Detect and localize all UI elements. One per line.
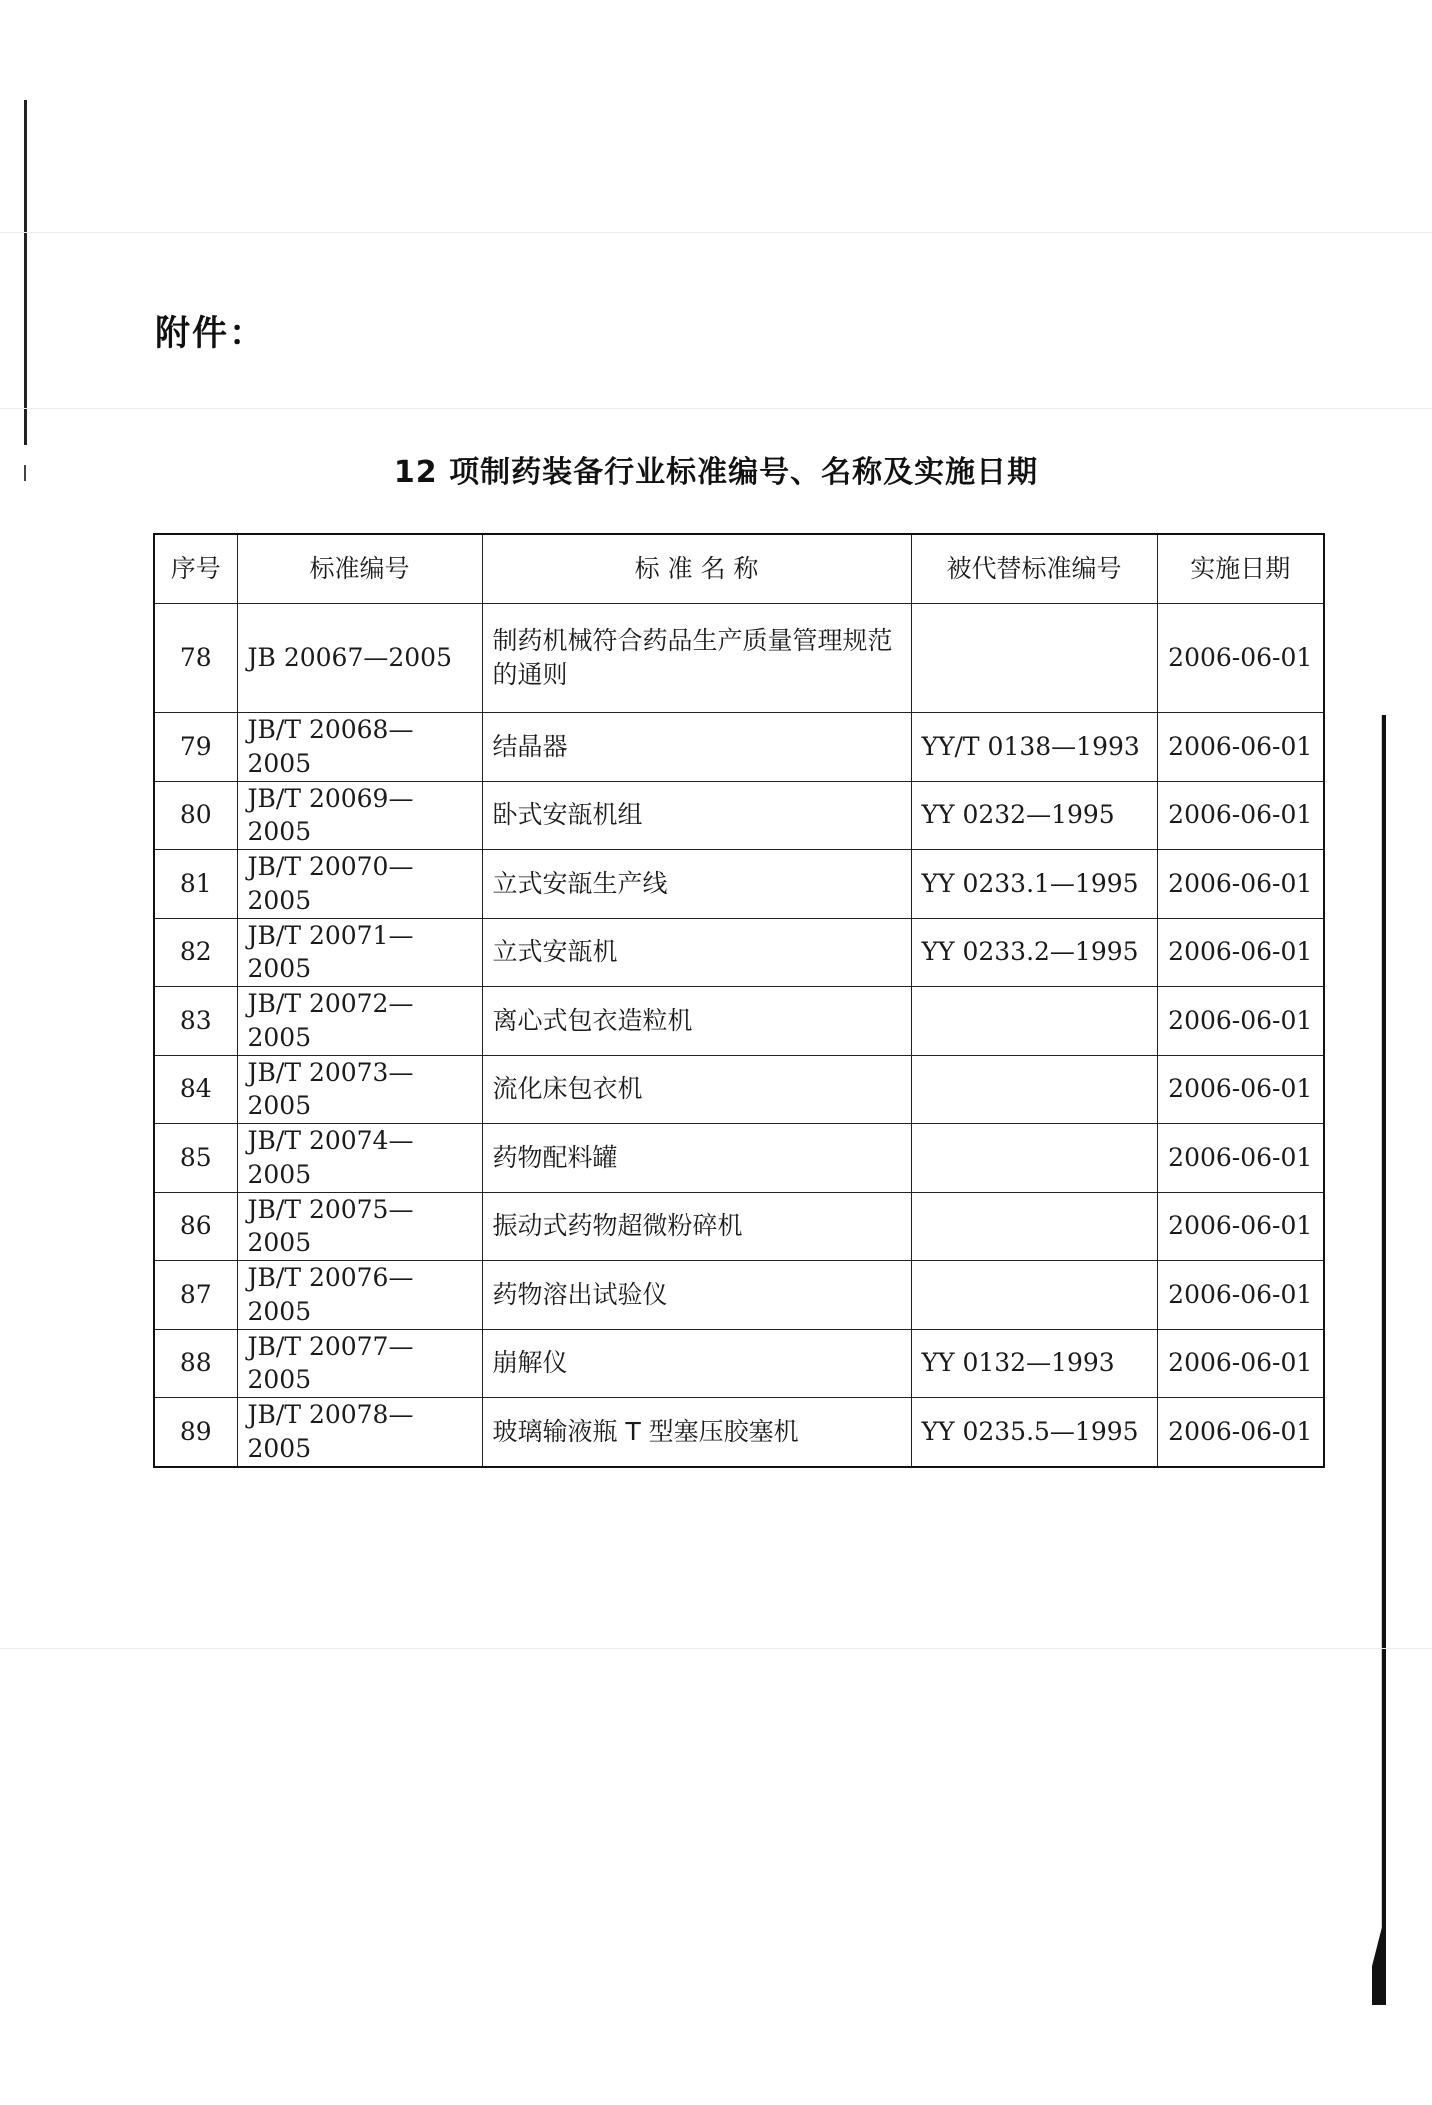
cell-name: 药物溶出试验仪: [482, 1261, 911, 1330]
header-date: 实施日期: [1157, 534, 1324, 604]
cell-date: 2006-06-01: [1157, 1192, 1324, 1261]
table-row: [154, 1192, 1324, 1261]
cell-name: 药物配料罐: [482, 1124, 911, 1193]
table-row: [154, 850, 1324, 919]
cell-code: JB/T 20074—2005: [237, 1124, 482, 1193]
table-row: [154, 1124, 1324, 1193]
cell-seq: 85: [154, 1124, 237, 1193]
cell-name: 结晶器: [482, 713, 911, 782]
standards-table: [153, 533, 1325, 1468]
scan-line: [0, 232, 1432, 233]
scan-line: [0, 1648, 1432, 1649]
cell-code: JB/T 20075—2005: [237, 1192, 482, 1261]
cell-seq: 88: [154, 1329, 237, 1398]
table-row: [154, 987, 1324, 1056]
cell-date: 2006-06-01: [1157, 987, 1324, 1056]
cell-name: 离心式包衣造粒机: [482, 987, 911, 1056]
cell-date: 2006-06-01: [1157, 1329, 1324, 1398]
cell-code: JB/T 20069—2005: [237, 781, 482, 850]
cell-seq: 78: [154, 604, 237, 713]
table-row: [154, 1329, 1324, 1398]
cell-name: 制药机械符合药品生产质量管理规范的通则: [482, 604, 911, 713]
cell-name: 崩解仪: [482, 1329, 911, 1398]
cell-code: JB/T 20076—2005: [237, 1261, 482, 1330]
cell-seq: 86: [154, 1192, 237, 1261]
cell-name: 卧式安瓿机组: [482, 781, 911, 850]
header-code: 标准编号: [237, 534, 482, 604]
cell-seq: 83: [154, 987, 237, 1056]
cell-seq: 81: [154, 850, 237, 919]
cell-date: 2006-06-01: [1157, 1055, 1324, 1124]
scan-edge-left: [24, 100, 27, 445]
document-title: 12 项制药装备行业标准编号、名称及实施日期: [393, 455, 1039, 490]
cell-replaced: YY 0233.1—1995: [911, 850, 1157, 919]
cell-name: 立式安瓿生产线: [482, 850, 911, 919]
cell-seq: 87: [154, 1261, 237, 1330]
cell-seq: 84: [154, 1055, 237, 1124]
cell-name: 流化床包衣机: [482, 1055, 911, 1124]
cell-code: JB/T 20072—2005: [237, 987, 482, 1056]
table-header-row: [154, 534, 1324, 604]
table-row: [154, 1055, 1324, 1124]
cell-seq: 82: [154, 918, 237, 987]
cell-code: JB/T 20077—2005: [237, 1329, 482, 1398]
cell-replaced: [911, 987, 1157, 1056]
cell-replaced: YY 0232—1995: [911, 781, 1157, 850]
cell-code: JB/T 20068—2005: [237, 713, 482, 782]
cell-seq: 89: [154, 1398, 237, 1467]
cell-replaced: [911, 1261, 1157, 1330]
header-replaced: 被代替标准编号: [911, 534, 1157, 604]
cell-date: 2006-06-01: [1157, 1124, 1324, 1193]
cell-replaced: [911, 604, 1157, 713]
cell-replaced: YY 0235.5—1995: [911, 1398, 1157, 1467]
cell-code: JB/T 20071—2005: [237, 918, 482, 987]
cell-date: 2006-06-01: [1157, 781, 1324, 850]
cell-replaced: [911, 1192, 1157, 1261]
cell-date: 2006-06-01: [1157, 1398, 1324, 1467]
table-row: [154, 1398, 1324, 1467]
cell-name: 立式安瓿机: [482, 918, 911, 987]
cell-seq: 79: [154, 713, 237, 782]
scan-edge-right: [1372, 715, 1386, 2005]
cell-code: JB 20067—2005: [237, 604, 482, 713]
cell-date: 2006-06-01: [1157, 918, 1324, 987]
table-row: [154, 918, 1324, 987]
cell-name: 振动式药物超微粉碎机: [482, 1192, 911, 1261]
cell-replaced: YY/T 0138—1993: [911, 713, 1157, 782]
cell-replaced: [911, 1124, 1157, 1193]
attachment-label: 附件：: [155, 314, 267, 354]
cell-seq: 80: [154, 781, 237, 850]
scan-line: [0, 408, 1432, 409]
cell-replaced: YY 0132—1993: [911, 1329, 1157, 1398]
header-seq: 序号: [154, 534, 237, 604]
cell-date: 2006-06-01: [1157, 604, 1324, 713]
cell-code: JB/T 20073—2005: [237, 1055, 482, 1124]
cell-date: 2006-06-01: [1157, 850, 1324, 919]
table-row: [154, 604, 1324, 713]
cell-code: JB/T 20070—2005: [237, 850, 482, 919]
cell-name: 玻璃输液瓶 T 型塞压胶塞机: [482, 1398, 911, 1467]
table-row: [154, 781, 1324, 850]
cell-replaced: [911, 1055, 1157, 1124]
cell-date: 2006-06-01: [1157, 1261, 1324, 1330]
cell-code: JB/T 20078—2005: [237, 1398, 482, 1467]
table-row: [154, 1261, 1324, 1330]
table-row: [154, 713, 1324, 782]
header-name: 标 准 名 称: [482, 534, 911, 604]
cell-replaced: YY 0233.2—1995: [911, 918, 1157, 987]
cell-date: 2006-06-01: [1157, 713, 1324, 782]
